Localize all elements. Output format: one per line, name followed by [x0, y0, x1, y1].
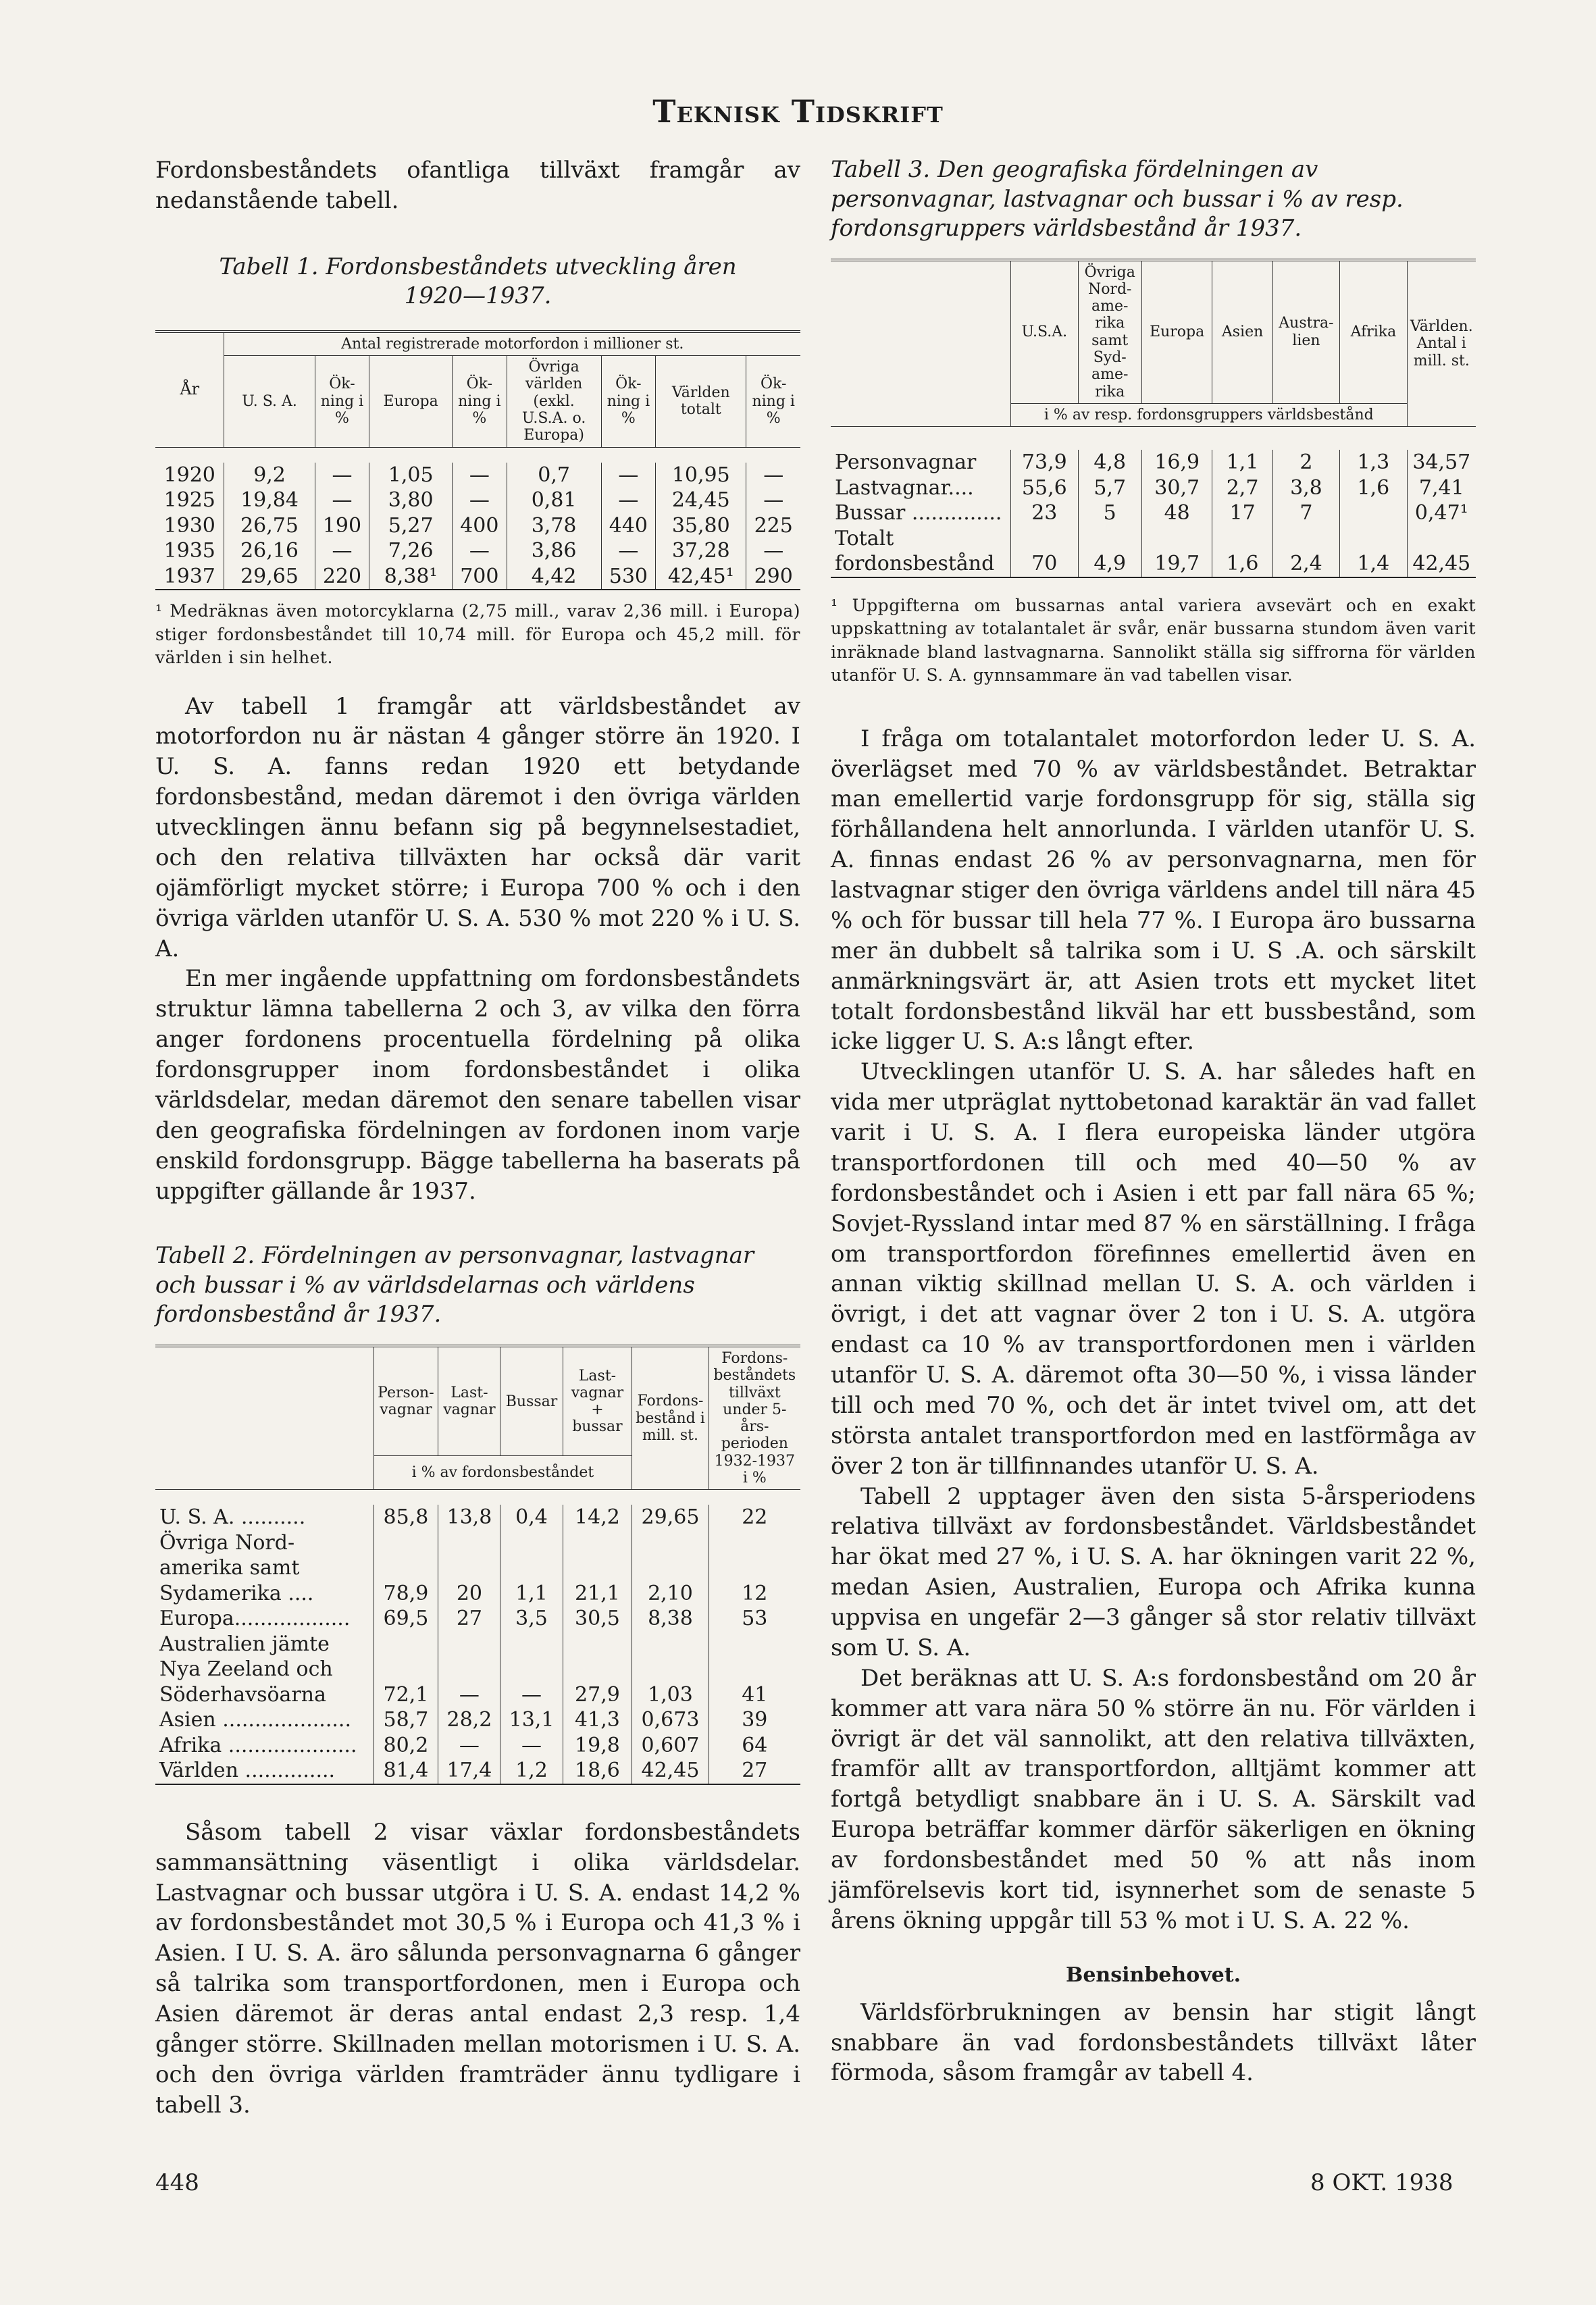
table1-header: Ök-ning i % [453, 356, 507, 447]
table1-cell: 5,27 [369, 513, 453, 539]
table1-cell: 35,80 [656, 513, 746, 539]
table-row [155, 1505, 800, 1530]
table3-subheader: i % av resp. fordonsgruppers världsbestånd [1011, 403, 1408, 426]
table2-cell: — [438, 1632, 500, 1708]
table3-cell: 34,57 [1407, 450, 1476, 475]
table3-cell: 19,7 [1141, 526, 1212, 577]
intro-paragraph: Fordonsbeståndets ofantliga tillväxt framgår av nedanstående tabell. [155, 157, 800, 214]
table2-row-label: Världen .............. [159, 1759, 336, 1783]
table2-cell: — [500, 1733, 563, 1759]
table2-cell: 41 [709, 1632, 800, 1708]
table2-cell: 1,03 [632, 1632, 709, 1708]
table-row [831, 526, 1476, 577]
table1-header: Ök-ning i % [746, 356, 800, 447]
table1-caption: Tabell 1. Fordonsbeståndets utveckling åren 1920—1937. [219, 253, 737, 310]
table2-cell: 22 [709, 1505, 800, 1530]
table2-cell: 69,5 [374, 1606, 438, 1632]
table-row [155, 513, 800, 539]
table3-cell: 70 [1011, 526, 1078, 577]
paragraph: En mer ingående uppfattning om fordonsbeståndets struktur lämna tabellerna 2 och 3, av vilka den förra anger fordonens procentuella fördelning på olika fordonsgrupper inom fordonsbeståndet i olika världsdelar, medan däremot den senare tabellen visar den geografiska fördelningen av fordonen inom varje enskild fordonsgrupp. Bägge tabellerna ha baserats på uppgifter gällande år 1937. [155, 965, 800, 1205]
table2-cell: 1,1 [500, 1530, 563, 1607]
table2-caption: Tabell 2. Fördelningen av personvagnar, lastvagnar och bussar i % av världsdelarnas och världens fordonsbestånd år 1937. [155, 1242, 754, 1328]
table1-cell: 0,81 [507, 488, 601, 513]
table2-row-label: Afrika .................... [159, 1733, 357, 1757]
table3-cell: 1,3 [1340, 450, 1407, 475]
table1-cell: 26,16 [224, 538, 315, 564]
paragraph: Tabell 2 upptager även den sista 5-årsperiodens relativa tillväxt av fordonsbeståndet. Världsbeståndet har ökat med 27 %, i U. S. A. har ökningen varit 22 %, medan Asien, Australien, Europa och Afrika kunna uppvisa en ungefär 2—3 gånger så stor relativ tillväxt som U. S. A. [831, 1482, 1476, 1661]
table1-cell: 1920 [163, 463, 215, 487]
table1-cell: 1,05 [369, 463, 453, 488]
table2-cell: — [438, 1733, 500, 1759]
table2-cell: 29,65 [632, 1505, 709, 1530]
table1-cell: 3,80 [369, 488, 453, 513]
table2-row-label: U. S. A. .......... [159, 1505, 306, 1530]
table1-cell: 220 [315, 564, 369, 590]
table1-footnote: ¹ Medräknas även motorcyklarna (2,75 mill., varav 2,36 mill. i Europa) stiger fordonsbeståndet till 10,74 mill. för Europa och 45,2 mill. för världen i sin helhet. [155, 601, 800, 668]
page-number: 448 [155, 2169, 199, 2196]
table2-cell: 12 [709, 1530, 800, 1607]
table1-cell: — [601, 463, 656, 488]
table3-cell: 48 [1141, 500, 1212, 526]
table2-cell: 1,2 [500, 1758, 563, 1784]
table3-cell: 17 [1212, 500, 1272, 526]
table1-cell: — [315, 538, 369, 564]
table3-cell: 2,7 [1212, 475, 1272, 501]
table3-row-label: Personvagnar [835, 450, 977, 475]
table2-row-label: Övriga Nord-amerika samt Sydamerika .... [159, 1530, 314, 1605]
table1-header: Ök-ning i % [315, 356, 369, 447]
table-row [155, 1606, 800, 1632]
table3-cell: 1,4 [1340, 526, 1407, 577]
table1-header: U. S. A. [224, 356, 315, 447]
issue-date: 8 OKT. 1938 [1310, 2169, 1453, 2196]
paragraph: Världsförbrukningen av bensin har stigit långt snabbare än vad fordonsbeståndets tillväxt låter förmoda, såsom framgår av tabell 4. [831, 1998, 1476, 2087]
table3-cell: 5 [1078, 500, 1141, 526]
table3-cell: 2,4 [1272, 526, 1339, 577]
table2-header: Fordons-beståndets tillväxt under 5-års-perioden 1932-1937 i % [709, 1346, 800, 1490]
table1-cell: — [315, 488, 369, 513]
table2-cell: 14,2 [563, 1505, 632, 1530]
table2-cell: 21,1 [563, 1530, 632, 1607]
table1-cell: 4,42 [507, 564, 601, 590]
table3-cell: 23 [1011, 500, 1078, 526]
table3-cell [1340, 500, 1407, 526]
paragraph: Såsom tabell 2 visar växlar fordonsbeståndets sammansättning väsentligt i olika världsdelar. Lastvagnar och bussar utgöra i U. S. A. endast 14,2 % av fordonsbeståndet mot 30,5 % i Europa och 41,3 % i Asien. I U. S. A. äro sålunda personvagnarna 6 gånger så talrika som transportfordonen, men i Europa och Asien däremot är deras antal endast 2,3 resp. 1,4 gånger större. Skillnaden mellan motorismen i U. S. A. och den övriga världen framträder ännu tydligare i tabell 3. [155, 1818, 800, 2119]
table1-cell: — [453, 463, 507, 488]
table3-cell: 16,9 [1141, 450, 1212, 475]
table2-header: Bussar [500, 1346, 563, 1456]
table3-header: U.S.A. [1011, 260, 1078, 404]
table2-cell: 41,3 [563, 1707, 632, 1733]
table2-cell: 27,9 [563, 1632, 632, 1708]
table2-cell: 72,1 [374, 1632, 438, 1708]
table2-cell: 30,5 [563, 1606, 632, 1632]
table3-cell: 7 [1272, 500, 1339, 526]
table1-cell: 3,78 [507, 513, 601, 539]
table1-cell: — [746, 463, 800, 488]
section-title: Bensinbehovet. [1065, 1963, 1241, 1987]
table1-cell: 7,26 [369, 538, 453, 564]
table2-cell: 81,4 [374, 1758, 438, 1784]
table1-cell: 190 [315, 513, 369, 539]
table2-cell: 80,2 [374, 1733, 438, 1759]
table3-caption: Tabell 3. Den geografiska fördelningen av personvagnar, lastvagnar och bussar i % av resp. fordonsgruppers världsbestånd år 1937. [831, 156, 1404, 242]
table-row [155, 1758, 800, 1784]
table1-cell: 290 [746, 564, 800, 590]
table1-cell: 26,75 [224, 513, 315, 539]
table1-cell: 700 [453, 564, 507, 590]
paragraph: I fråga om totalantalet motorfordon leder U. S. A. överlägset med 70 % av världsbeståndet. Betraktar man emellertid varje fordonsgrupp för sig, ställa sig förhållandena helt annorlunda. I världen utanför U. S. A. finnas endast 26 % av personvagnarna, men för lastvagnar stiger den övriga världens andel till nära 45 % och för bussar till hela 77 %. I Europa äro bussarna mer än dubbelt så talrika som i U. S .A. och särskilt anmärkningsvärt är, att Asien trots ett mycket litet totalt fordonsbestånd likväl har ett bussbestånd, som icke ligger U. S. A:s långt efter. [831, 725, 1476, 1056]
table1-cell: 19,84 [224, 488, 315, 513]
table2-cell: 17,4 [438, 1758, 500, 1784]
table3-cell: 0,47¹ [1407, 500, 1476, 526]
table2-subheader: i % av fordonsbeståndet [374, 1456, 632, 1490]
table2-cell: 27 [709, 1758, 800, 1784]
table-row [155, 538, 800, 564]
table2-cell: 27 [438, 1606, 500, 1632]
table-row [155, 1632, 800, 1708]
left-column [155, 155, 800, 2121]
paragraph: Det beräknas att U. S. A:s fordonsbestånd om 20 år kommer att vara nära 50 % större än nu. För världen i övrigt är det väl sannolikt, att den relativa tillväxten, framför allt av transportfordon, alltjämt kommer att fortgå betydligt snabbare än i U. S. A. Särskilt vad Europa beträffar kommer därför säkerligen en ökning av fordonsbeståndet med 50 % att nås inom jämförelsevis kort tid, isynnerhet som de senaste 5 årens ökning uppgår till 53 % mot i U. S. A. 22 %. [831, 1664, 1476, 1934]
table-row [155, 488, 800, 513]
table3-cell: 42,45 [1407, 526, 1476, 577]
table1-cell: 225 [746, 513, 800, 539]
table2-header: Last-vagnar [438, 1346, 500, 1456]
table3-cell: 3,8 [1272, 475, 1339, 501]
right-column [831, 155, 1476, 2088]
table1-cell: — [601, 488, 656, 513]
table2-cell: 2,10 [632, 1530, 709, 1607]
table1-cell: 24,45 [656, 488, 746, 513]
table1-cell: 9,2 [224, 463, 315, 488]
paragraph: Utvecklingen utanför U. S. A. har således haft en vida mer utpräglat nyttobetonad karaktär än vad fallet varit i U. S. A. I flera europeiska länder utgöra transportfordonen till och med 40—50 % av fordonsbeståndet och i Asien i ett par fall nära 65 %; Sovjet-Ryssland intar med 87 % en särställning. I fråga om transportfordon förefinnes emellertid även en annan viktig skillnad mellan U. S. A. och världen i övrigt, i det att vagnar över 2 ton i U. S. A. utgöra endast ca 10 % av transportfordonen men i världen utanför U. S. A. däremot ofta 30—50 %, i vissa länder till och med 70 %, och det är intet tvivel om, att det största antalet transportfordon med en lastförmåga av över 2 ton är tillfinnandes utanför U. S. A. [831, 1058, 1476, 1480]
table2-cell: 19,8 [563, 1733, 632, 1759]
table1-cell: 0,7 [507, 463, 601, 488]
table-row [831, 475, 1476, 501]
table1-cell: 440 [601, 513, 656, 539]
table3-header: Asien [1212, 260, 1272, 404]
table3-cell: 1,1 [1212, 450, 1272, 475]
table2-cell: 0,607 [632, 1733, 709, 1759]
table-row [155, 463, 800, 488]
table1-cell: 37,28 [656, 538, 746, 564]
table-row [155, 1530, 800, 1607]
table1-cell: 3,86 [507, 538, 601, 564]
table2 [155, 1345, 800, 1785]
table3-header: Världen. Antal i mill. st. [1407, 260, 1476, 427]
table1-cell: — [746, 538, 800, 564]
table3-row-label: Lastvagnar.... [835, 475, 974, 500]
table3-cell: 5,7 [1078, 475, 1141, 501]
table2-cell: 39 [709, 1707, 800, 1733]
table1-cell: 1930 [163, 513, 215, 538]
table2-row-label: Asien .................... [159, 1708, 351, 1732]
table2-header: Fordons-bestånd i mill. st. [632, 1346, 709, 1490]
table2-cell: — [500, 1632, 563, 1708]
masthead: Teknisk Tidskrift [652, 93, 944, 130]
table1-cell: 8,38¹ [369, 564, 453, 590]
table1-cell: 10,95 [656, 463, 746, 488]
table2-header: Person-vagnar [374, 1346, 438, 1456]
table1 [155, 330, 800, 590]
table2-row-label: Australien jämte Nya Zeeland och Söderhavsöarna [159, 1632, 333, 1707]
table1-cell: — [453, 488, 507, 513]
table1-header: Världen totalt [656, 356, 746, 447]
table2-cell: 53 [709, 1606, 800, 1632]
table2-cell: 85,8 [374, 1505, 438, 1530]
table2-cell: 64 [709, 1733, 800, 1759]
table2-cell: 42,45 [632, 1758, 709, 1784]
table3-header: Afrika [1340, 260, 1407, 404]
table-row [155, 1733, 800, 1759]
table1-group-header: Antal registrerade motorfordon i millioner st. [224, 332, 800, 356]
table3-cell: 55,6 [1011, 475, 1078, 501]
table1-cell: 42,45¹ [656, 564, 746, 590]
table2-cell: 0,673 [632, 1707, 709, 1733]
table-row [831, 500, 1476, 526]
table2-cell: 13,8 [438, 1505, 500, 1530]
table1-cell: — [746, 488, 800, 513]
table3 [831, 259, 1476, 578]
table3-header: Europa [1141, 260, 1212, 404]
table2-row-label: Europa.................. [159, 1607, 351, 1631]
table3-row-label: Bussar .............. [835, 501, 1002, 525]
table1-cell: 1935 [163, 539, 215, 563]
table3-cell: 73,9 [1011, 450, 1078, 475]
table1-cell: — [315, 463, 369, 488]
table-row [831, 450, 1476, 475]
table2-cell: 78,9 [374, 1530, 438, 1607]
table2-cell: 13,1 [500, 1707, 563, 1733]
paragraph: Av tabell 1 framgår att världsbeståndet av motorfordon nu är nästan 4 gånger större än 1920. I U. S. A. fanns redan 1920 ett betydande fordonsbestånd, medan däremot i den övriga världen utvecklingen ännu befann sig på begynnelsestadiet, och den relativa tillväxten har också där varit ojämförligt mycket större; i Europa 700 % och i den övriga världen utanför U. S. A. 530 % mot 220 % i U. S. A. [155, 692, 800, 962]
table3-cell: 4,9 [1078, 526, 1141, 577]
table2-cell: 28,2 [438, 1707, 500, 1733]
table1-cell: 530 [601, 564, 656, 590]
table1-cell: 1925 [163, 488, 215, 513]
table3-header: Övriga Nord-ame-rika samt Syd-ame-rika [1078, 260, 1141, 404]
table1-header: Övriga världen (exkl. U.S.A. o. Europa) [507, 356, 601, 447]
table2-cell: 8,38 [632, 1606, 709, 1632]
table3-row-label: Totalt fordonsbestånd [835, 526, 995, 576]
table3-cell: 1,6 [1340, 475, 1407, 501]
table3-cell: 1,6 [1212, 526, 1272, 577]
table1-cell: 29,65 [224, 564, 315, 590]
table1-cell: 400 [453, 513, 507, 539]
table1-cell: 1937 [163, 564, 215, 588]
table1-cell: — [453, 538, 507, 564]
table2-cell: 20 [438, 1530, 500, 1607]
table2-header: Last-vagnar + bussar [563, 1346, 632, 1456]
table1-year-header: År [155, 332, 224, 447]
table-row [155, 564, 800, 590]
table2-cell: 0,4 [500, 1505, 563, 1530]
table3-cell: 2 [1272, 450, 1339, 475]
table3-cell: 7,41 [1407, 475, 1476, 501]
table2-cell: 58,7 [374, 1707, 438, 1733]
table1-header: Europa [369, 356, 453, 447]
table1-header: Ök-ning i % [601, 356, 656, 447]
table2-cell: 18,6 [563, 1758, 632, 1784]
table3-footnote: ¹ Uppgifterna om bussarnas antal variera avsevärt och en exakt uppskattning av totalantalet är svår, enär bussarna stundom även varit inräknade bland lastvagnarna. Sannolikt ställa sig siffrorna för världen utanför U. S. A. gynnsammare än vad tabellen visar. [831, 595, 1476, 685]
table2-cell: 3,5 [500, 1606, 563, 1632]
table3-cell: 30,7 [1141, 475, 1212, 501]
table1-cell: — [601, 538, 656, 564]
table3-cell: 4,8 [1078, 450, 1141, 475]
table-row [155, 1707, 800, 1733]
table3-header: Austra-lien [1272, 260, 1339, 404]
